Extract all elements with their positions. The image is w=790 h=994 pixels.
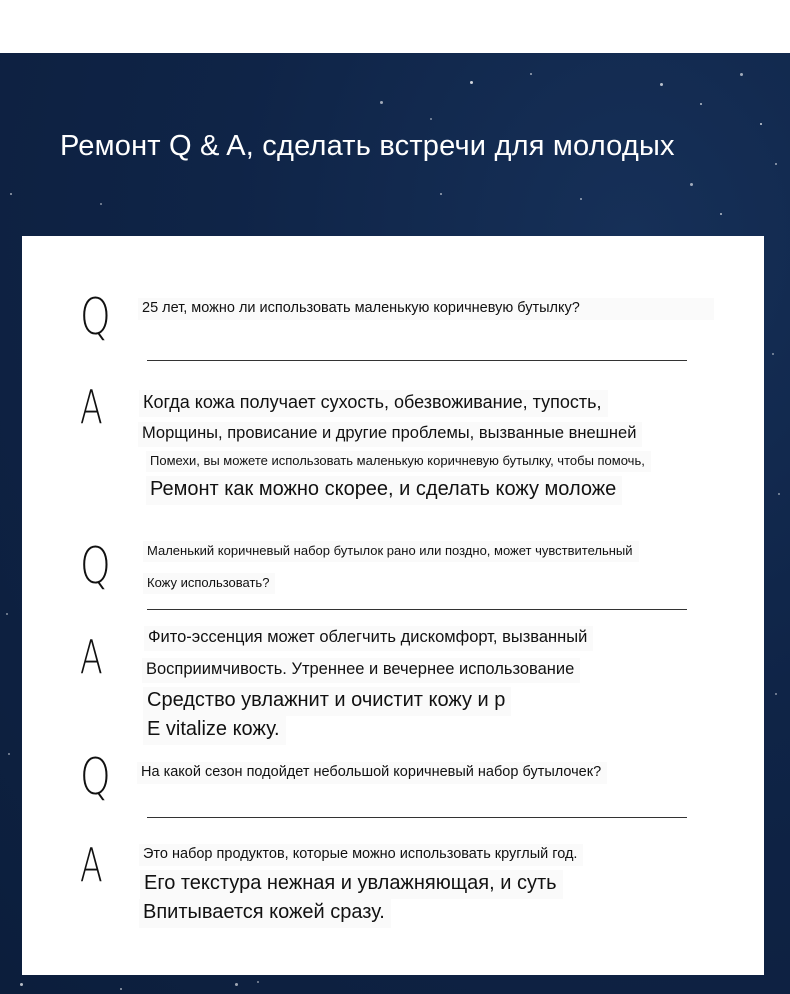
star-decoration — [775, 693, 777, 695]
star-decoration — [580, 198, 582, 200]
star-decoration — [380, 101, 383, 104]
divider-3 — [147, 817, 687, 818]
star-decoration — [6, 613, 8, 615]
star-decoration — [20, 983, 23, 986]
star-decoration — [430, 118, 432, 120]
star-decoration — [660, 83, 663, 86]
answer-2-line-4: E vitalize кожу. — [143, 716, 286, 745]
top-margin — [0, 0, 790, 53]
answer-1-line-1: Когда кожа получает сухость, обезвоживание, тупость, — [139, 390, 608, 417]
star-decoration — [740, 73, 743, 76]
star-decoration — [8, 753, 10, 755]
question-3-line-1: На какой сезон подойдет небольшой коричневый набор бутылочек? — [137, 762, 607, 784]
answer-2-line-1: Фито-эссенция может облегчить дискомфорт, вызванный — [144, 626, 593, 651]
answer-1-line-2: Морщины, провисание и другие проблемы, вызванные внешней — [138, 422, 642, 447]
answer-2-line-3: Средство увлажнит и очистит кожу и р — [143, 687, 511, 716]
question-2-line-1: Маленький коричневый набор бутылок рано или поздно, может чувствительный — [143, 541, 639, 562]
star-decoration — [775, 163, 777, 165]
star-decoration — [10, 193, 12, 195]
star-decoration — [470, 81, 473, 84]
star-decoration — [720, 213, 722, 215]
answer-3-line-2: Его текстура нежная и увлажняющая, и суть — [140, 870, 563, 899]
answer-1-line-3: Помехи, вы можете использовать маленькую коричневую бутылку, чтобы помочь, — [146, 451, 651, 472]
star-decoration — [690, 183, 693, 186]
qa-card — [22, 236, 764, 975]
star-decoration — [100, 203, 102, 205]
question-glyph-1: Q — [80, 288, 111, 346]
answer-3-line-1: Это набор продуктов, которые можно использовать круглый год. — [139, 844, 583, 866]
star-decoration — [700, 103, 702, 105]
question-1-line-1: 25 лет, можно ли использовать маленькую коричневую бутылку? — [138, 298, 714, 320]
answer-3-line-3: Впитывается кожей сразу. — [139, 899, 391, 928]
answer-glyph-3: A — [80, 838, 103, 892]
answer-2-line-2: Восприимчивость. Утреннее и вечернее использование — [142, 658, 580, 683]
page-title: Ремонт Q & A, сделать встречи для молодых — [60, 130, 675, 162]
star-decoration — [772, 353, 774, 355]
question-glyph-2: Q — [80, 537, 111, 595]
answer-glyph-1: A — [80, 380, 103, 434]
answer-1-line-4: Ремонт как можно скорее, и сделать кожу моложе — [146, 476, 622, 505]
star-decoration — [778, 493, 780, 495]
answer-glyph-2: A — [80, 630, 103, 684]
star-decoration — [530, 73, 532, 75]
divider-1 — [147, 360, 687, 361]
star-decoration — [760, 123, 762, 125]
divider-2 — [147, 609, 687, 610]
question-2-line-2: Кожу использовать? — [143, 573, 275, 594]
star-decoration — [120, 988, 122, 990]
question-glyph-3: Q — [80, 748, 111, 806]
star-decoration — [235, 983, 238, 986]
star-decoration — [440, 193, 442, 195]
star-decoration — [257, 981, 259, 983]
